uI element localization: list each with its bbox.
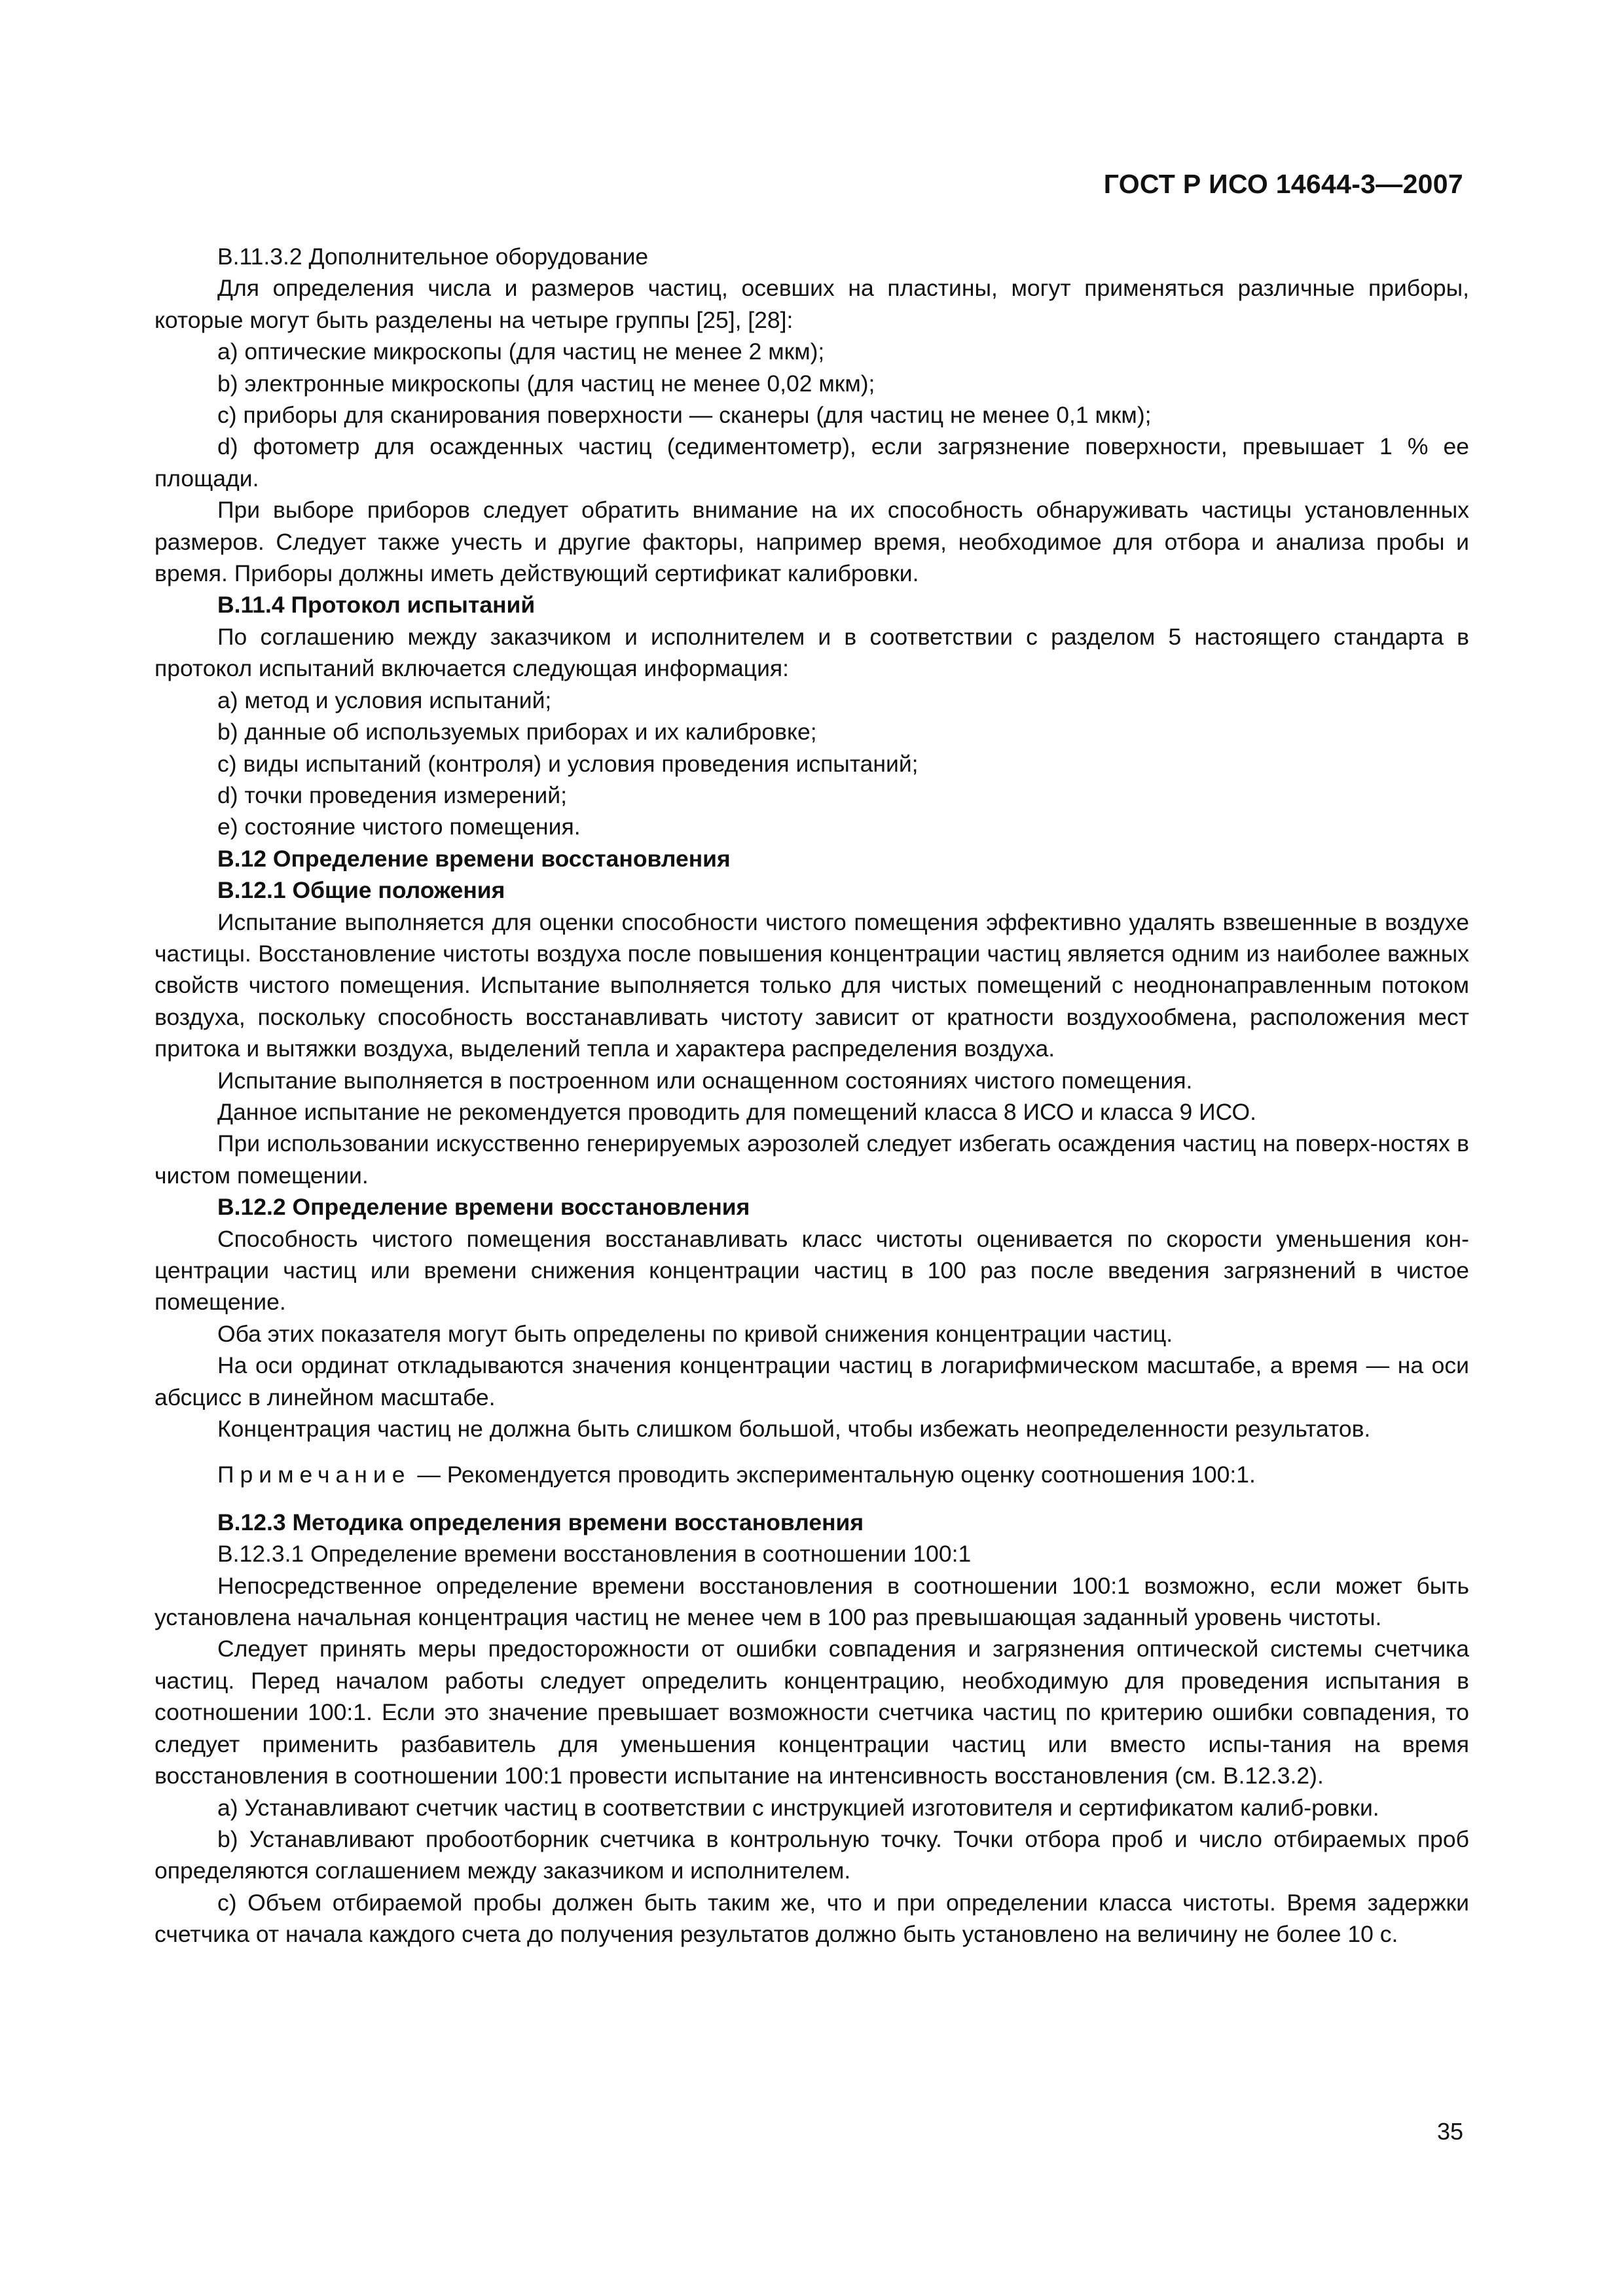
note-text: — Рекомендуется проводить экспериментальную оценку соотношения 100:1.	[417, 1462, 1256, 1488]
section-heading: B.12.2 Определение времени восстановления	[217, 1194, 750, 1221]
paragraph: Оба этих показателя могут быть определены по кривой снижения концентрации частиц.	[217, 1320, 1173, 1347]
document-header	[1104, 169, 1463, 200]
paragraph: При использовании искусственно генерируемых аэрозолей следует избегать осаждения частиц на поверх-ностях в чистом помещении.	[155, 1130, 1469, 1189]
paragraph: b) Устанавливают пробоотборник счетчика в контрольную точку. Точки отбора проб и число отбираемых проб определяются соглашением между заказчиком и исполнителем.	[155, 1825, 1469, 1884]
paragraph: Испытание выполняется для оценки способности чистого помещения эффективно удалять взвешенные в воздухе частицы. Восстановление чистоты воздуха после повышения концентрации частиц является одним из наиболее важных свойств чистого помещения. Испытание выполняется только для чистых помещений с неоднонаправленным потоком воздуха, поскольку способность восстанавливать чистоту зависит от кратности воздухообмена, расположения мест притока и вытяжки воздуха, выделений тепла и характера распределения воздуха.	[155, 908, 1469, 1062]
paragraph: По соглашению между заказчиком и исполнителем и в соответствии с разделом 5 настоящего стандарта в протокол испытаний включается следующая информация:	[155, 623, 1469, 682]
paragraph: d) фотометр для осажденных частиц (седиментометр), если загрязнение поверхности, превышает 1 % ее площади.	[155, 433, 1469, 492]
paragraph: b) данные об используемых приборах и их калибровке;	[217, 719, 817, 745]
paragraph: c) виды испытаний (контроля) и условия проведения испытаний;	[217, 750, 919, 777]
paragraph: d) точки проведения измерений;	[217, 781, 567, 808]
paragraph: c) приборы для сканирования поверхности — сканеры (для частиц не менее 0,1 мкм);	[217, 402, 1152, 429]
paragraph: На оси ординат откладываются значения концентрации частиц в логарифмическом масштабе, а время — на оси абсцисс в линейном масштабе.	[155, 1352, 1469, 1410]
page-body	[155, 241, 1469, 1950]
paragraph: Испытание выполняется в построенном или оснащенном состояниях чистого помещения.	[217, 1067, 1193, 1094]
paragraph: B.11.3.2 Дополнительное оборудование	[217, 243, 649, 270]
section-heading: B.12 Определение времени восстановления	[217, 845, 731, 872]
paragraph: Следует принять меры предосторожности от ошибки совпадения и загрязнения оптической системы счетчика частиц. Перед началом работы следует определить концентрацию, необходимую для проведения испытания в соотношении 100:1. Если это значение превышает возможности счетчика частиц по критерию ошибки совпадения, то следует применить разбавитель для уменьшения концентрации частиц или вместо испы-тания на время восстановления в соотношении 100:1 провести испытание на интенсивность восстановления (см. B.12.3.2).	[155, 1636, 1469, 1789]
section-heading: B.11.4 Протокол испытаний	[217, 592, 536, 619]
paragraph: Концентрация частиц не должна быть слишком большой, чтобы избежать неопределенности результатов.	[217, 1416, 1371, 1443]
page-number: 35	[1436, 2118, 1463, 2145]
paragraph: a) Устанавливают счетчик частиц в соответствии с инструкцией изготовителя и сертификатом калиб-ровки.	[217, 1794, 1379, 1821]
paragraph: Данное испытание не рекомендуется проводить для помещений класса 8 ИСО и класса 9 ИСО.	[217, 1098, 1256, 1125]
paragraph: При выборе приборов следует обратить внимание на их способность обнаруживать частицы установленных размеров. Следует также учесть и другие факторы, например время, необходимое для отбора и анализа пробы и время. Приборы должны иметь действующий сертификат калибровки.	[155, 497, 1469, 587]
note-label: Примечание	[217, 1462, 411, 1488]
paragraph: b) электронные микроскопы (для частиц не менее 0,02 мкм);	[217, 370, 875, 397]
paragraph: a) оптические микроскопы (для частиц не менее 2 мкм);	[217, 338, 825, 365]
paragraph: Непосредственное определение времени восстановления в соотношении 100:1 возможно, если может быть установлена начальная концентрация частиц не менее чем в 100 раз превышающая заданный уровень чистоты.	[155, 1572, 1469, 1631]
note	[155, 1459, 1469, 1490]
section-heading: B.12.1 Общие положения	[217, 877, 505, 904]
paragraph: e) состояние чистого помещения.	[217, 814, 581, 840]
paragraph: Способность чистого помещения восстанавливать класс чистоты оценивается по скорости уменьшения кон-центрации частиц или времени снижения концентрации частиц в 100 раз после введения загрязнений в чистое помещение.	[155, 1225, 1469, 1316]
standard-designation: ГОСТ Р ИСО 14644-3—2007	[1103, 169, 1463, 199]
paragraph: a) метод и условия испытаний;	[217, 687, 552, 713]
section-heading: B.12.3 Методика определения времени восстановления	[217, 1509, 864, 1535]
paragraph: B.12.3.1 Определение времени восстановления в соотношении 100:1	[217, 1541, 972, 1568]
paragraph: c) Объем отбираемой пробы должен быть таким же, что и при определении класса чистоты. Время задержки счетчика от начала каждого счета до получения результатов должно быть установлено на величину не более 10 с.	[155, 1889, 1469, 1948]
paragraph: Для определения числа и размеров частиц, осевших на пластины, могут применяться различные приборы, которые могут быть разделены на четыре группы [25], [28]:	[155, 275, 1469, 333]
